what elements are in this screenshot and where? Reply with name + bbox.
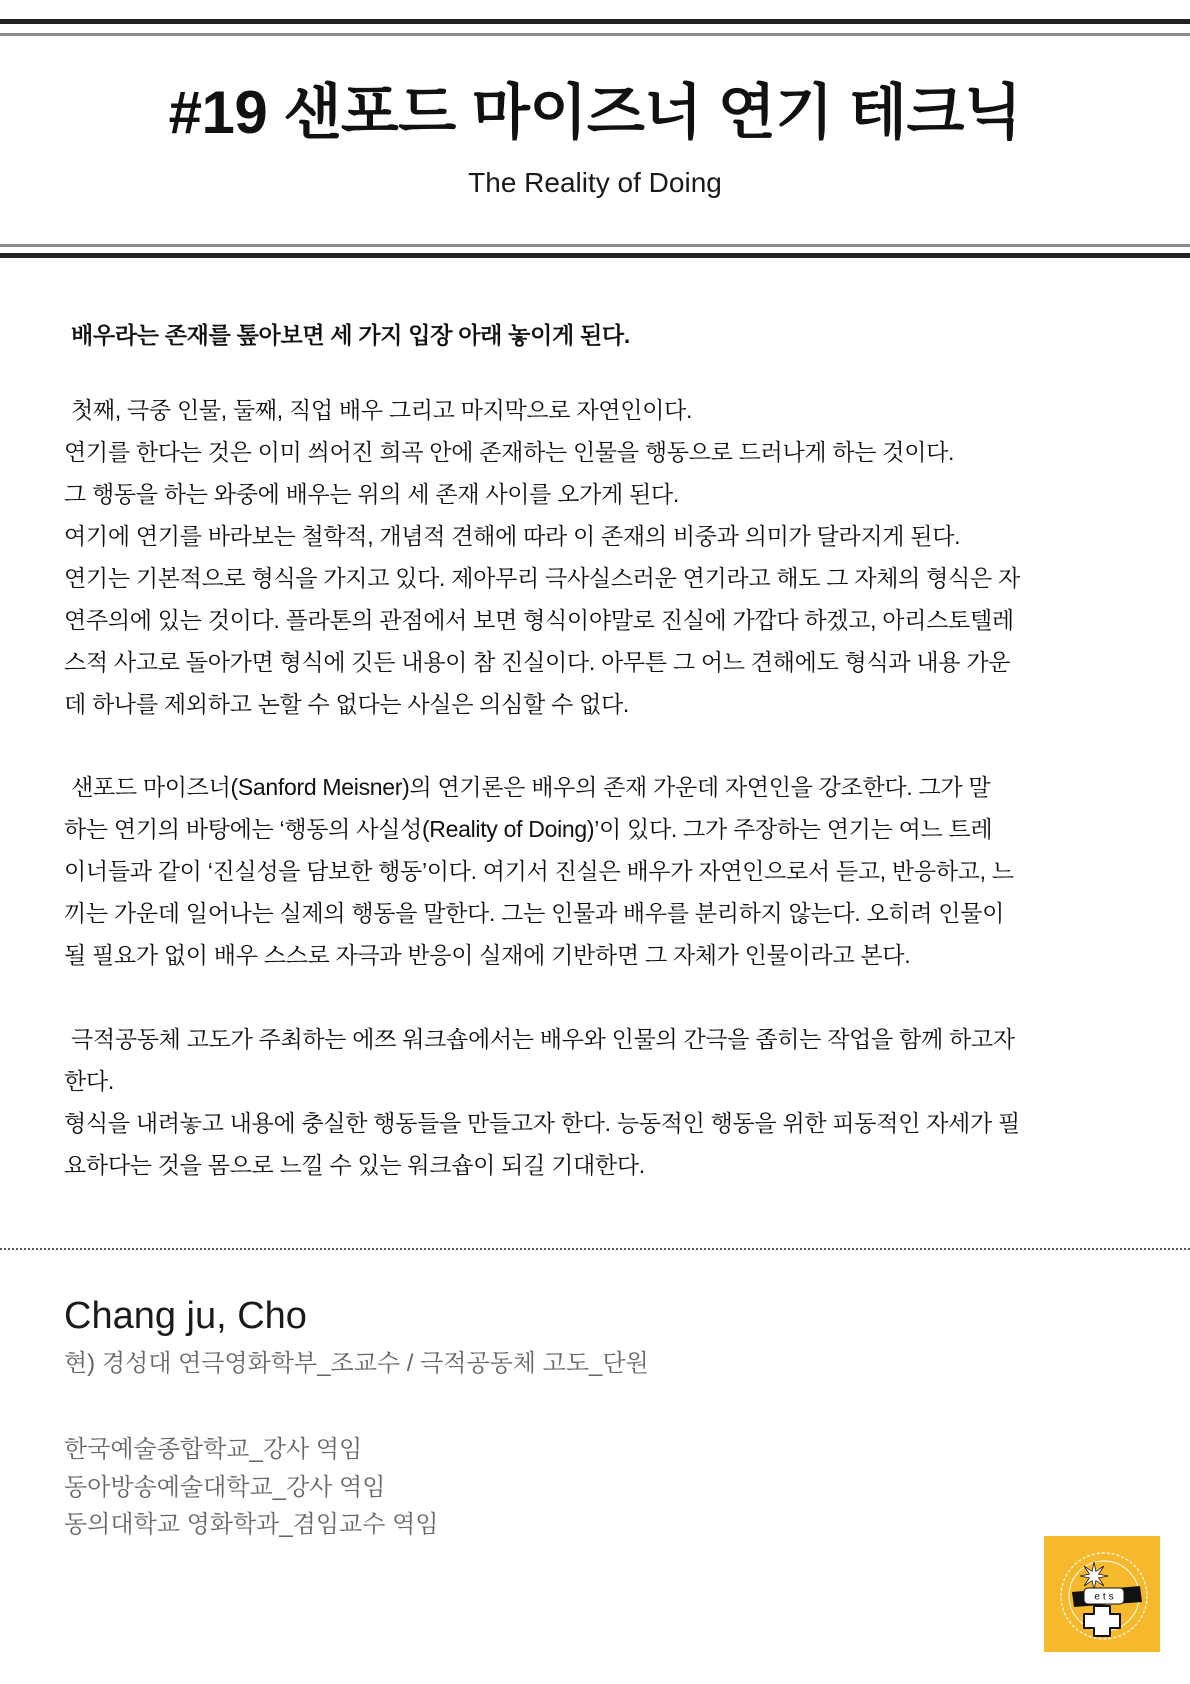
paragraph-line: 데 하나를 제외하고 논할 수 없다는 사실은 의심할 수 없다. (64, 691, 630, 717)
career-item: 동의대학교 영화학과_겸임교수 역임 (64, 1511, 439, 1539)
paragraph-line: 끼는 가운데 일어나는 실제의 행동을 말한다. 그는 인물과 배우를 분리하지 않는다. 오히려 인물이 (64, 900, 1005, 926)
paragraph-line: 극적공동체 고도가 주최하는 에쯔 워크숍에서는 배우와 인물의 간극을 좁히는 작업을 함께 하고자 (71, 1026, 1015, 1052)
section-divider (0, 1248, 1190, 1250)
instructor-current-position: 현) 경성대 연극영화학부_조교수 / 극적공동체 고도_단원 (64, 1350, 649, 1377)
paragraph-line: 하는 연기의 바탕에는 ‘행동의 사실성(Reality of Doing)’이 있다. 그가 주장하는 연기는 여느 트레 (64, 816, 993, 842)
paragraph-line: 이너들과 같이 ‘진실성을 담보한 행동’이다. 여기서 진실은 배우가 자연인으로서 듣고, 반응하고, 느 (64, 858, 1014, 884)
paragraph-3 (64, 1018, 1134, 1186)
paragraph-line: 여기에 연기를 바라보는 철학적, 개념적 견해에 따라 이 존재의 비중과 의미가 달라지게 된다. (64, 523, 961, 549)
top-rule-thin (0, 33, 1190, 36)
paragraph-line: 첫째, 극중 인물, 둘째, 직업 배우 그리고 마지막으로 자연인이다. (71, 397, 693, 423)
paragraph-1 (64, 389, 1134, 725)
page-subtitle: The Reality of Doing (468, 167, 722, 198)
header-rule-thin (0, 244, 1190, 247)
paragraph-line: 연기를 한다는 것은 이미 씌어진 희곡 안에 존재하는 인물을 행동으로 드러나게 하는 것이다. (64, 439, 955, 465)
lead-sentence: 배우라는 존재를 톺아보면 세 가지 입장 아래 놓이게 된다. (71, 322, 630, 348)
top-rule-thick (0, 19, 1190, 24)
paragraph-line: 될 필요가 없이 배우 스스로 자극과 반응이 실재에 기반하면 그 자체가 인물이라고 본다. (64, 942, 911, 968)
paragraph-line: 그 행동을 하는 와중에 배우는 위의 세 존재 사이를 오가게 된다. (64, 481, 679, 507)
logo-star-icon (1080, 1562, 1108, 1590)
paragraph-line: 연기는 기본적으로 형식을 가지고 있다. 제아무리 극사실스러운 연기라고 해도 그 자체의 형식은 자 (64, 565, 1020, 591)
instructor-career-list (64, 1431, 438, 1544)
page-title: #19 샌포드 마이즈너 연기 테크닉 (168, 79, 1022, 146)
paragraph-line: 요하다는 것을 몸으로 느낄 수 있는 워크숍이 되길 기대한다. (64, 1152, 645, 1178)
paragraph-line: 연주의에 있는 것이다. 플라톤의 관점에서 보면 형식이야말로 진실에 가깝다 하겠고, 아리스토텔레 (64, 607, 1014, 633)
logo-text: ets (1094, 1591, 1117, 1603)
career-item: 동아방송예술대학교_강사 역임 (64, 1473, 386, 1501)
header-rule-thick (0, 253, 1190, 258)
instructor-name: Chang ju, Cho (64, 1295, 307, 1337)
paragraph-line: 스적 사고로 돌아가면 형식에 깃든 내용이 참 진실이다. 아무튼 그 어느 견해에도 형식과 내용 가운 (64, 649, 1011, 675)
career-item: 한국예술종합학교_강사 역임 (64, 1436, 363, 1463)
paragraph-2 (64, 766, 1134, 976)
ets-emblem-icon (1044, 1536, 1160, 1652)
paragraph-line: 샌포드 마이즈너(Sanford Meisner)의 연기론은 배우의 존재 가운데 자연인을 강조한다. 그가 말 (71, 774, 991, 800)
paragraph-line: 한다. (64, 1068, 114, 1094)
paragraph-line: 형식을 내려놓고 내용에 충실한 행동들을 만들고자 한다. 능동적인 행동을 위한 피동적인 자세가 필 (64, 1110, 1020, 1136)
